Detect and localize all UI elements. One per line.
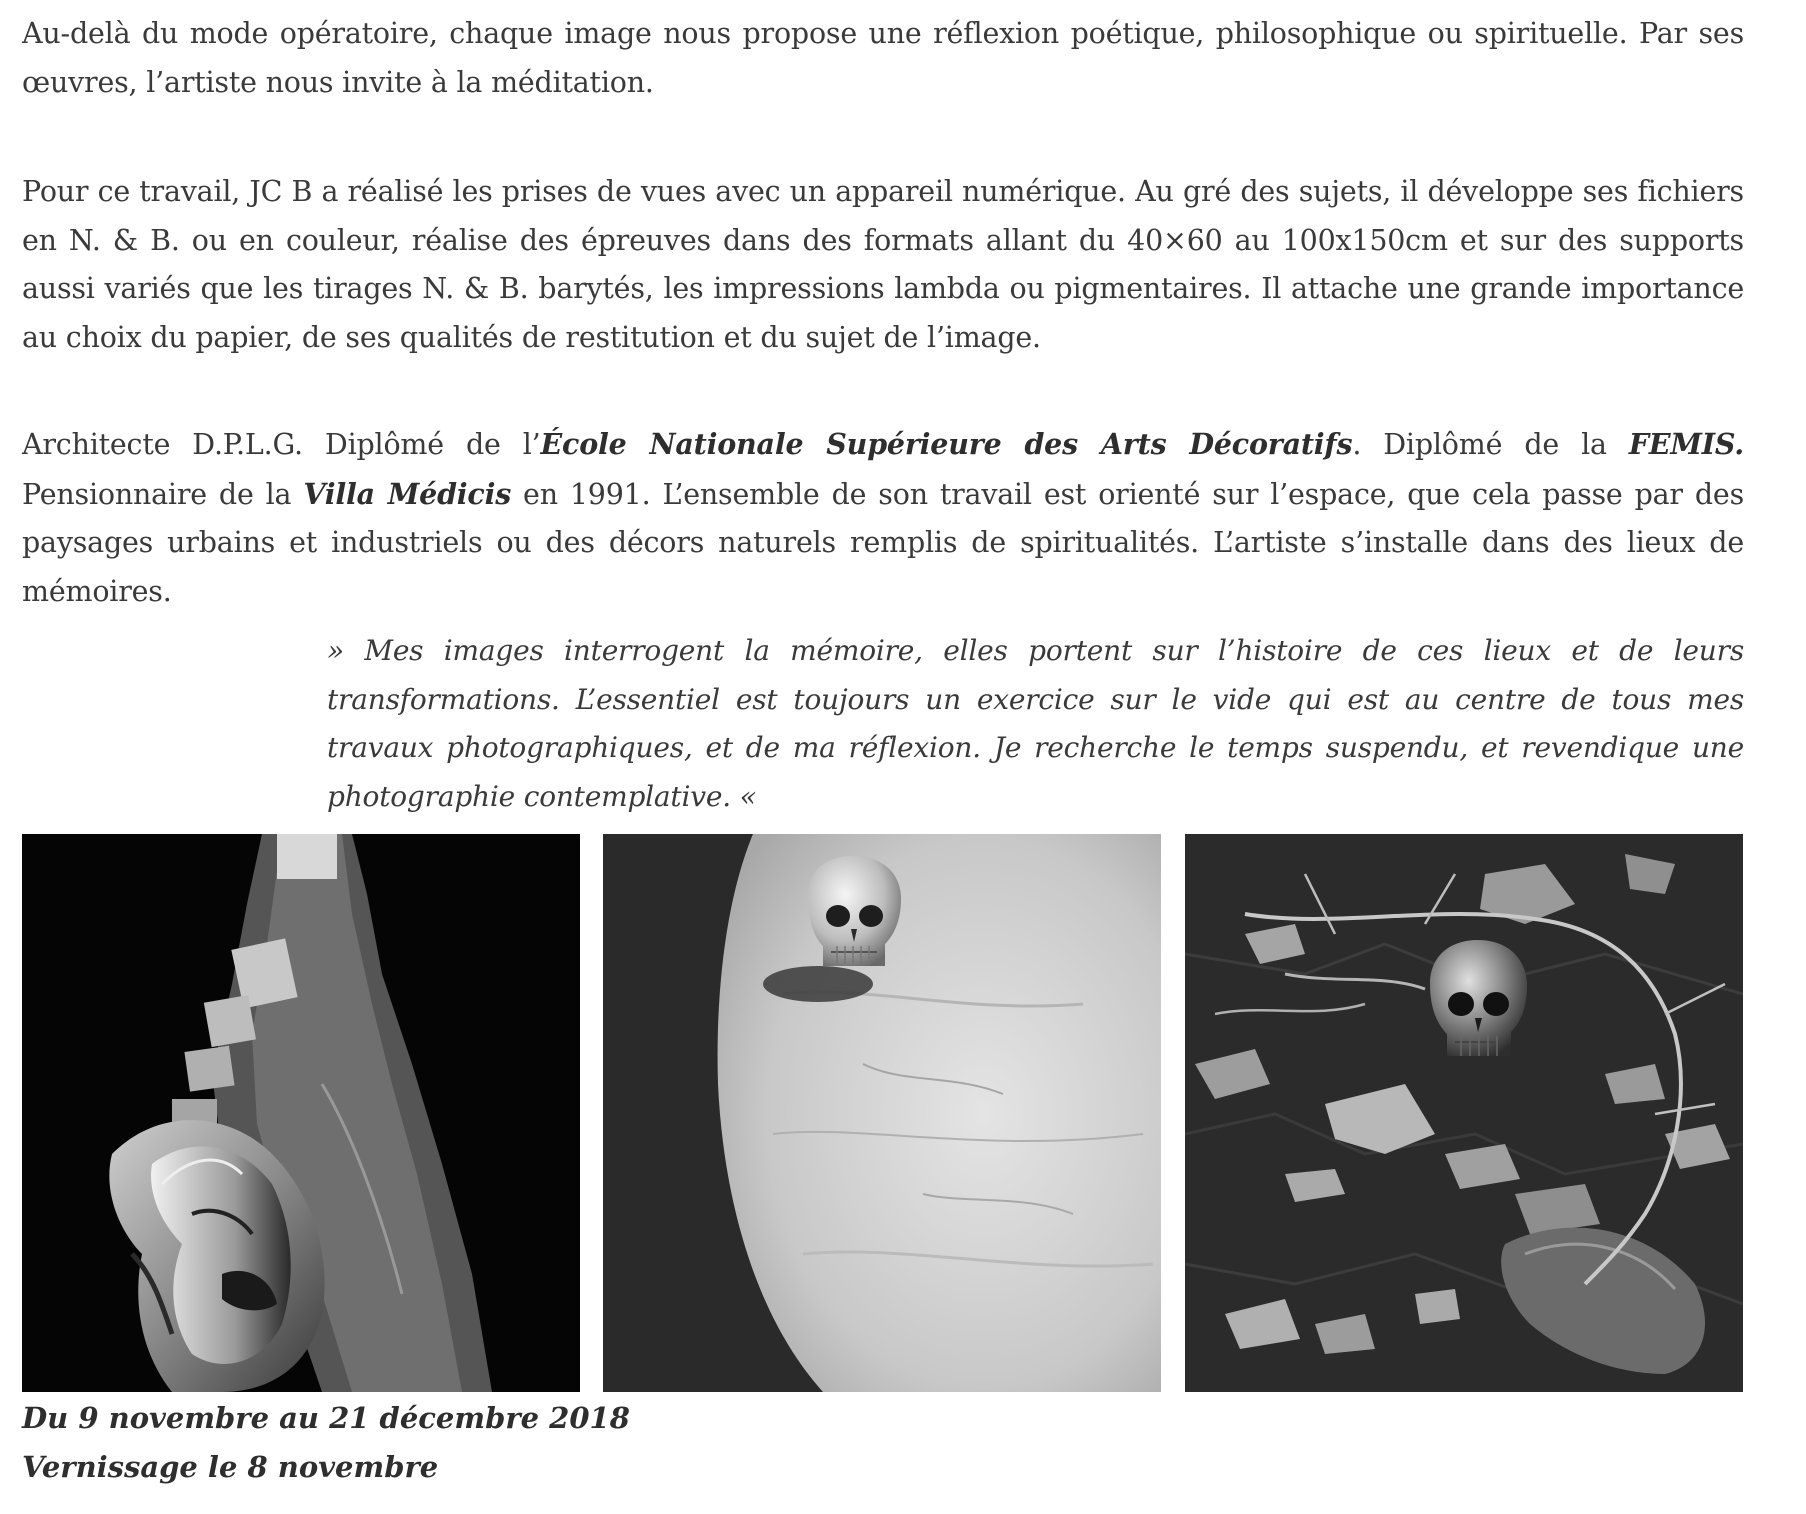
skull-on-stone-photo[interactable] — [603, 834, 1161, 1392]
bio-text-2: . Diplômé de la — [1352, 428, 1629, 461]
biography-paragraph — [22, 420, 1744, 616]
exhibition-dates: Du 9 novembre au 21 décembre 2018 — [22, 1401, 630, 1435]
school-name: École Nationale Supérieure des Arts Décoratifs — [540, 427, 1353, 461]
femis-name: FEMIS. — [1628, 427, 1744, 461]
bio-text-3: Pensionnaire de la — [22, 477, 304, 511]
intro-paragraph: Au-delà du mode opératoire, chaque image nous propose une réflexion poétique, philosophique ou spirituelle. Par ses œuvres, l’artiste nous invite à la méditation. — [22, 17, 1744, 99]
photo-gallery — [22, 834, 1744, 1392]
skull-on-ground-photo[interactable] — [1185, 834, 1743, 1392]
sculpture-photo[interactable] — [22, 834, 580, 1392]
artist-quote: » Mes images interrogent la mémoire, elles portent sur l’histoire de ces lieux et de leurs transformations. L’essentiel est toujours un exercice sur le vide qui est au centre de tous mes travaux photographiques, et de ma réflexion. Je recherche le temps suspendu, et revendique une photographie contemplative. « — [327, 634, 1744, 813]
exhibition-caption — [22, 1394, 722, 1492]
opening-date: Vernissage le 8 novembre — [22, 1450, 439, 1484]
technique-paragraph: Pour ce travail, JC B a réalisé les prises de vues avec un appareil numérique. Au gré des sujets, il développe ses fichiers en N. & B. ou en couleur, réalise des épreuves dans des formats allant du 40×60 au 100x150cm et sur des supports aussi variés que les tirages N. & B. barytés, les impressions lambda ou pigmentaires. Il attache une grande importance au choix du papier, de ses qualités de restitution et du sujet de l’image. — [22, 175, 1744, 354]
bio-text-1: Architecte D.P.L.G. Diplômé de l’ — [22, 428, 541, 461]
bio-text-4: en 1991. L’ensemble de son travail est orienté sur l’espace, que cela passe par des paysages urbains et industriels ou des décors naturels remplis de spiritualités. L’artiste s’installe dans des lieux de mémoires. — [22, 477, 1744, 608]
villa-name: Villa Médicis — [303, 476, 512, 511]
